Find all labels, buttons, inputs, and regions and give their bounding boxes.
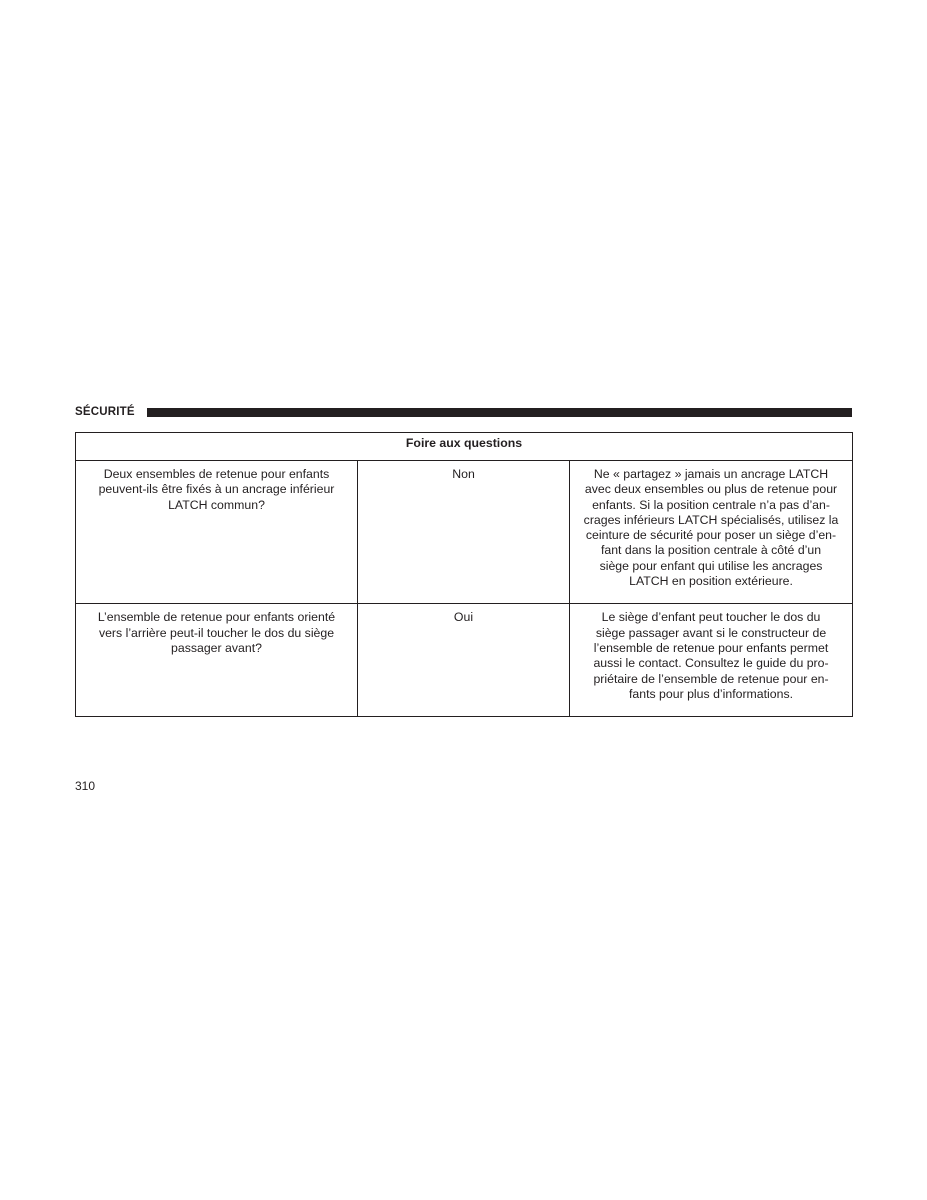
question-line: vers l’arrière peut-il toucher le dos du siège — [98, 625, 335, 640]
table-header-row — [76, 433, 853, 461]
explanation-line: siège passager avant si le constructeur de — [595, 625, 827, 640]
table-row — [76, 461, 853, 604]
explanation-line: Le siège d’enfant peut toucher le dos du — [601, 610, 821, 625]
explanation-cell — [570, 461, 853, 604]
explanation-line: Ne « partagez » jamais un ancrage LATCH — [593, 467, 829, 481]
question-line: peuvent-ils être fixés à un ancrage inférieur — [98, 482, 335, 497]
explanation-line: siège pour enfant qui utilise les ancrages — [599, 558, 823, 573]
explanation-line: enfants. Si la position centrale n’a pas d’an- — [592, 497, 830, 512]
explanation-cell — [570, 604, 853, 717]
table-row — [76, 604, 853, 717]
section-header — [75, 404, 852, 420]
explanation-line: l’ensemble de retenue pour enfants permet — [593, 640, 829, 655]
explanation-line: crages inférieurs LATCH spécialisés, utilisez la — [583, 512, 839, 527]
section-rule — [147, 408, 852, 417]
explanation-line: fants pour plus d’informations. — [628, 686, 794, 701]
question-line: passager avant? — [171, 640, 262, 655]
question-cell — [76, 461, 358, 604]
explanation-line: aussi le contact. Consultez le guide du pro- — [593, 656, 829, 671]
table-title: Foire aux questions — [76, 433, 853, 461]
page-number: 310 — [75, 779, 96, 793]
faq-table — [75, 432, 853, 717]
explanation-line: ceinture de sécurité pour poser un siège d’en- — [585, 528, 837, 543]
explanation-line: fant dans la position centrale à côté d’un — [600, 543, 822, 558]
explanation-line: LATCH en position extérieure. — [629, 574, 793, 589]
section-title: SÉCURITÉ — [75, 406, 135, 418]
explanation-line: avec deux ensembles ou plus de retenue pour — [584, 482, 838, 497]
question-line: LATCH commun? — [168, 497, 265, 512]
response-cell: Oui — [358, 604, 570, 717]
question-line: Deux ensembles de retenue pour enfants — [103, 467, 330, 481]
question-line: L’ensemble de retenue pour enfants orienté — [97, 610, 336, 625]
question-cell — [76, 604, 358, 717]
response-cell: Non — [358, 461, 570, 604]
explanation-line: priétaire de l’ensemble de retenue pour en- — [593, 671, 829, 686]
